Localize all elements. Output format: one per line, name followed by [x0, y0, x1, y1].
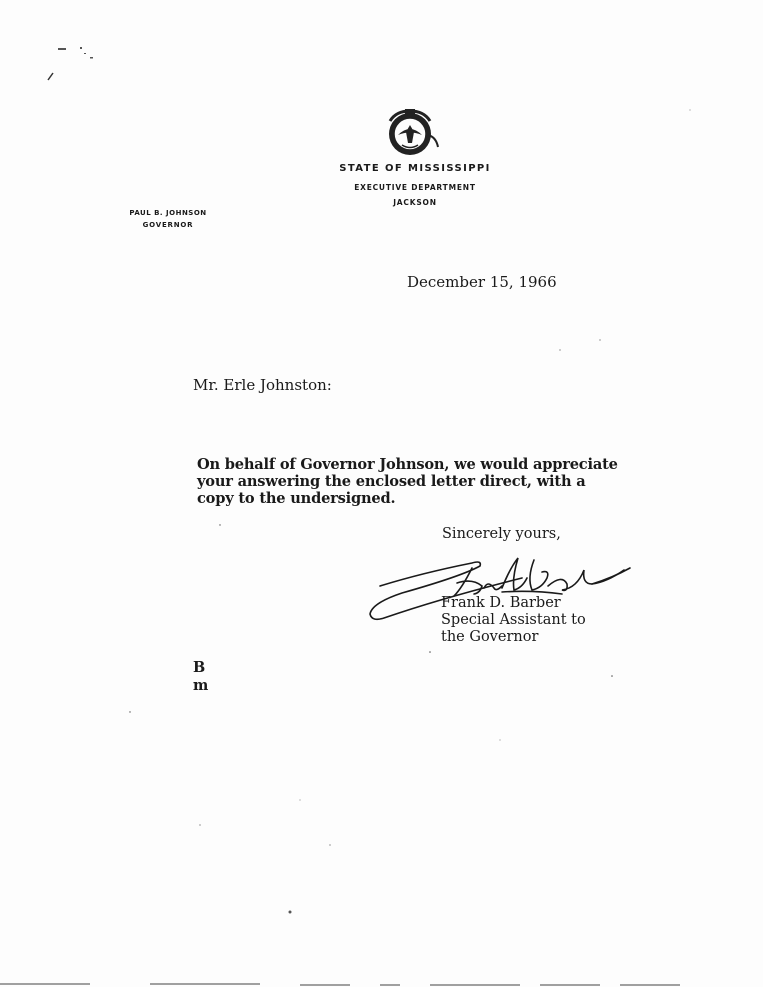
letterhead-department: EXECUTIVE DEPARTMENT — [354, 183, 476, 192]
body-line: your answering the enclosed letter direct, with a — [197, 473, 586, 490]
body-line: On behalf of Governor Johnson, we would appreciate — [197, 456, 618, 473]
initial: B — [193, 659, 206, 676]
initial: m — [193, 677, 209, 694]
typist-initials — [193, 659, 208, 695]
letter-body — [197, 456, 617, 507]
body-line: copy to the undersigned. — [197, 490, 396, 507]
closing: Sincerely yours, — [442, 526, 561, 542]
salutation: Mr. Erle Johnston: — [193, 376, 332, 394]
letter-date: December 15, 1966 — [407, 273, 557, 291]
letterhead-city: JACKSON — [393, 198, 437, 207]
signer-name: Frank D. Barber — [441, 595, 561, 611]
letterhead-state: STATE OF MISSISSIPPI — [339, 163, 491, 174]
signer-title: the Governor — [441, 629, 539, 645]
state-seal-icon — [378, 105, 448, 165]
signer-title: Special Assistant to — [441, 612, 586, 628]
governor-name: PAUL B. JOHNSON — [129, 209, 207, 217]
governor-title: GOVERNOR — [142, 221, 194, 229]
signature-block — [441, 595, 586, 646]
